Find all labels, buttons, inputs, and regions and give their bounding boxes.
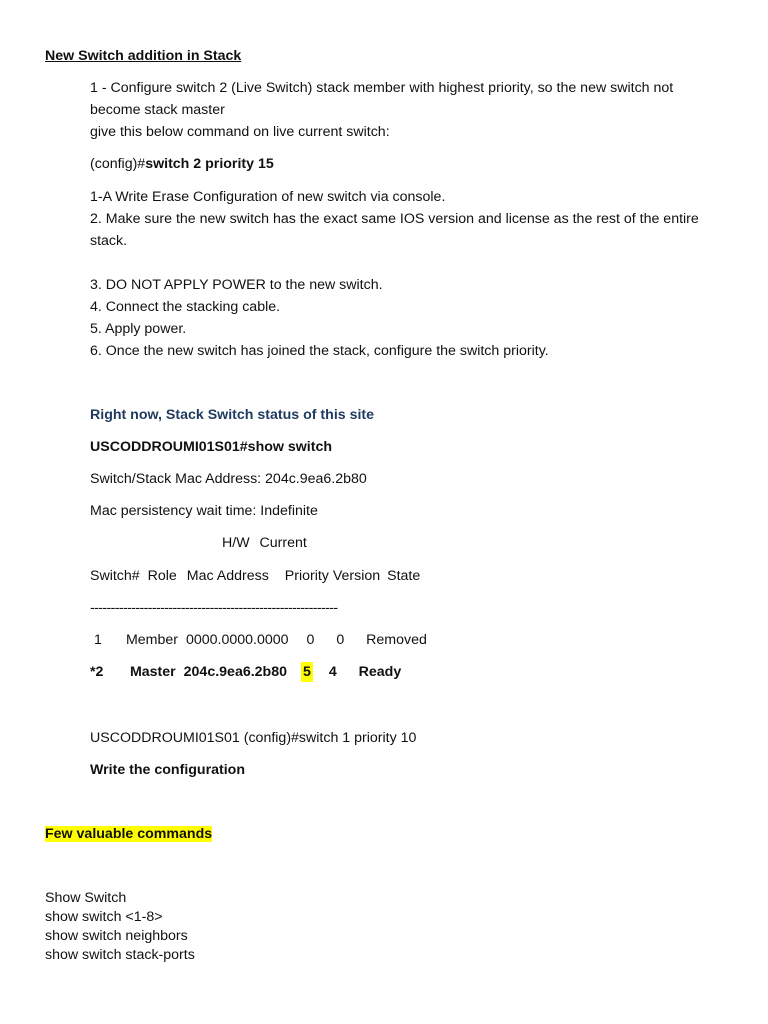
row-role: Master xyxy=(129,664,176,680)
step-2-line2: stack. xyxy=(90,233,128,249)
row-mac: 204c.9ea6.2b80 xyxy=(183,664,288,680)
step-5: 5. Apply power. xyxy=(90,321,187,337)
step1-line2: become stack master xyxy=(90,102,225,118)
row-version: 0 xyxy=(336,632,345,648)
header-switch: Switch# xyxy=(90,568,140,584)
row-version: 4 xyxy=(328,664,337,680)
header-version: Version xyxy=(332,568,381,584)
header-hw: H/W xyxy=(222,535,250,551)
header-state: State xyxy=(387,568,421,584)
row-priority: 0 xyxy=(306,632,315,648)
header-mac: Mac Address xyxy=(186,568,269,584)
command-item: show switch neighbors xyxy=(45,928,188,944)
step1-line3: give this below command on live current switch: xyxy=(90,124,390,140)
command-bold: switch 2 priority 15 xyxy=(145,156,274,172)
doc-title: New Switch addition in Stack xyxy=(45,48,242,64)
mac-persistency: Mac persistency wait time: Indefinite xyxy=(90,503,318,519)
table-row xyxy=(90,662,401,682)
table-header-row2 xyxy=(90,566,420,586)
command-item: show switch stack-ports xyxy=(45,947,195,963)
row-state: Removed xyxy=(366,632,427,648)
row-switch-num: *2 xyxy=(90,664,104,680)
table-header-row1 xyxy=(222,533,307,553)
stack-mac-address: Switch/Stack Mac Address: 204c.9ea6.2b80 xyxy=(90,471,367,487)
row-mac: 0000.0000.0000 xyxy=(185,632,289,648)
step1-line1: 1 - Configure switch 2 (Live Switch) stack member with highest priority, so the new switch not xyxy=(90,80,674,96)
row-role: Member xyxy=(125,632,178,648)
command-item: Show Switch xyxy=(45,890,127,906)
status-heading: Right now, Stack Switch status of this site xyxy=(90,407,375,423)
table-separator: ------------------------------------------------------------ xyxy=(90,600,338,616)
commands-heading xyxy=(45,824,212,844)
step-4: 4. Connect the stacking cable. xyxy=(90,299,281,315)
header-priority: Priority xyxy=(284,568,329,584)
step-1a: 1-A Write Erase Configuration of new switch via console. xyxy=(90,189,446,205)
header-current: Current xyxy=(259,535,307,551)
command-prefix: (config)# xyxy=(90,156,146,172)
row-priority-highlighted: 5 xyxy=(302,664,311,680)
table-row xyxy=(94,630,427,650)
show-switch-command: USCODDROUMI01S01#show switch xyxy=(90,439,333,455)
write-configuration: Write the configuration xyxy=(90,762,246,778)
header-role: Role xyxy=(147,568,177,584)
row-switch-num: 1 xyxy=(94,632,102,648)
commands-heading-text: Few valuable commands xyxy=(45,826,213,842)
priority-10-command: USCODDROUMI01S01 (config)#switch 1 priority 10 xyxy=(90,730,417,746)
priority-command xyxy=(90,154,274,174)
step-6: 6. Once the new switch has joined the stack, configure the switch priority. xyxy=(90,343,549,359)
step-3: 3. DO NOT APPLY POWER to the new switch. xyxy=(90,277,383,293)
command-item: show switch <1-8> xyxy=(45,909,163,925)
step-2-line1: 2. Make sure the new switch has the exact same IOS version and license as the rest of the entire xyxy=(90,211,699,227)
row-state: Ready xyxy=(358,664,402,680)
